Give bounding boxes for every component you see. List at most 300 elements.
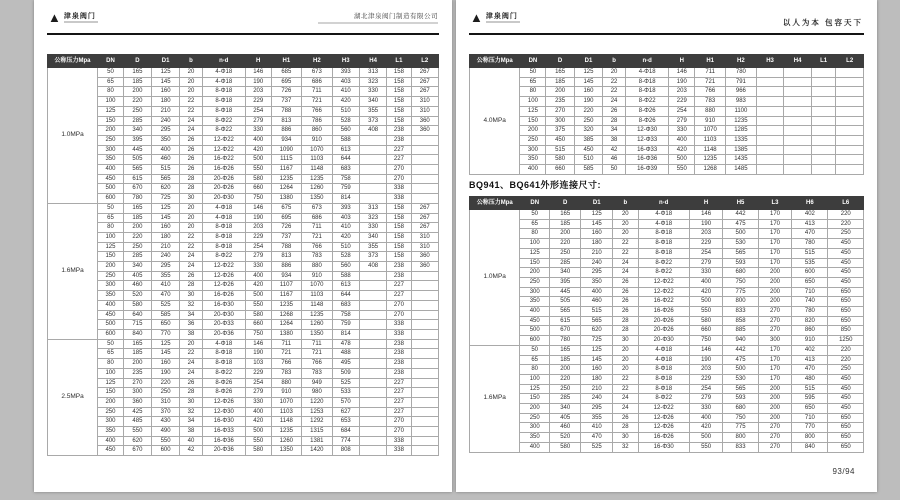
table-cell: 530 [723, 239, 758, 249]
table-cell: 833 [723, 442, 758, 452]
table-cell: 1148 [302, 300, 332, 310]
table-cell [359, 368, 386, 378]
table-cell: 8-Φ18 [202, 242, 245, 252]
table-cell: 475 [723, 355, 758, 365]
table-row [48, 184, 439, 194]
table-cell [359, 281, 386, 291]
table-row [48, 213, 439, 223]
table-cell: 295 [152, 126, 180, 136]
table-cell: 613 [332, 145, 359, 155]
table-row [48, 329, 439, 339]
column-header: D1 [574, 55, 602, 68]
table-cell: 238 [387, 368, 411, 378]
table-cell: 450 [98, 174, 124, 184]
table-cell: 500 [669, 155, 695, 165]
table-cell: 715 [123, 320, 151, 330]
table-cell [784, 77, 812, 87]
table-cell: 650 [828, 307, 864, 317]
table-row [48, 77, 439, 87]
table-row [48, 97, 439, 107]
table-cell: 50 [98, 68, 124, 78]
pressure-cell: 1.6MPa [470, 345, 520, 452]
table-cell: 910 [302, 271, 332, 281]
table-cell: 12-Φ22 [202, 262, 245, 272]
table-cell: 525 [152, 300, 180, 310]
table-cell [784, 126, 812, 136]
table-cell: 615 [549, 316, 581, 326]
table-cell: 675 [271, 203, 301, 213]
table-row [48, 359, 439, 369]
table-cell: 550 [689, 442, 722, 452]
column-header: 公称压力Mpa [48, 55, 98, 68]
table-cell: 442 [723, 210, 758, 220]
table-cell: 250 [98, 271, 124, 281]
table-cell: 165 [123, 339, 151, 349]
table-cell: 400 [245, 135, 271, 145]
table-cell: 270 [123, 378, 151, 388]
table-cell: 413 [792, 219, 828, 229]
table-cell: 600 [520, 336, 550, 346]
table-cell: 1167 [271, 165, 301, 175]
table-cell [811, 68, 835, 78]
table-cell: 28 [180, 184, 203, 194]
table-cell [359, 155, 386, 165]
table-cell: 813 [271, 116, 301, 126]
table-cell: 800 [792, 433, 828, 443]
table-cell: 758 [332, 310, 359, 320]
table-cell: 270 [387, 417, 411, 427]
table-cell [811, 126, 835, 136]
table-cell: 16-Φ33 [625, 145, 668, 155]
table-cell: 515 [792, 248, 828, 258]
table-cell [359, 427, 386, 437]
table-cell: 711 [302, 339, 332, 349]
slogan-text: 以人为本 包容天下 [782, 18, 863, 27]
table-cell: 966 [726, 87, 757, 97]
table-cell: 170 [758, 248, 791, 258]
table-cell: 16-Φ30 [638, 442, 689, 452]
table-cell: 20 [180, 339, 203, 349]
table-cell: 125 [520, 248, 550, 258]
table-row [470, 297, 864, 307]
table-cell: 450 [546, 135, 574, 145]
table-cell: 285 [123, 116, 151, 126]
table-cell: 32 [180, 407, 203, 417]
table-cell: 808 [332, 446, 359, 456]
table-row [48, 388, 439, 398]
table-cell: 430 [152, 417, 180, 427]
table-cell: 485 [123, 417, 151, 427]
table-cell: 16-Φ36 [202, 436, 245, 446]
table-cell: 26 [180, 155, 203, 165]
table-cell: 1235 [271, 174, 301, 184]
table-cell: 8-Φ18 [638, 229, 689, 239]
table-cell: 620 [123, 436, 151, 446]
table-cell: 46 [603, 155, 626, 165]
table-cell: 1103 [271, 407, 301, 417]
table-cell: 711 [695, 68, 726, 78]
table-cell: 373 [359, 116, 386, 126]
table-row [470, 229, 864, 239]
column-header: b [180, 55, 203, 68]
table-cell: 267 [411, 223, 438, 233]
table-row [470, 97, 864, 107]
table-cell [756, 165, 784, 175]
table-cell: 750 [723, 413, 758, 423]
column-header: D [123, 55, 151, 68]
table-cell: 240 [581, 394, 613, 404]
table-cell [359, 339, 386, 349]
table-cell: 200 [98, 397, 124, 407]
table-cell: 560 [332, 126, 359, 136]
table-cell: 4-Φ18 [202, 339, 245, 349]
table-cell: 1268 [695, 165, 726, 175]
table-cell: 40 [180, 436, 203, 446]
logo-triangle-icon: ▲ [470, 10, 483, 25]
table-cell: 8-Φ18 [638, 365, 689, 375]
table-cell: 4-Φ18 [638, 345, 689, 355]
column-header: b [603, 55, 626, 68]
table-cell: 683 [332, 300, 359, 310]
table-cell [411, 145, 438, 155]
page-left [34, 0, 452, 492]
table-cell [756, 97, 784, 107]
logo-text: 津泉阀门 [485, 13, 518, 20]
table-cell: 227 [387, 145, 411, 155]
column-header: L1 [387, 55, 411, 68]
table-cell: 125 [152, 68, 180, 78]
table-cell: 240 [152, 116, 180, 126]
table-cell: 8-Φ22 [202, 116, 245, 126]
spec-table [47, 54, 439, 456]
table-cell: 300 [758, 336, 791, 346]
table-cell: 254 [245, 378, 271, 388]
table-cell: 270 [546, 106, 574, 116]
table-row [48, 320, 439, 330]
table-cell: 683 [332, 165, 359, 175]
table-cell: 1268 [271, 310, 301, 320]
column-header: DN [98, 55, 124, 68]
table-cell: 145 [581, 219, 613, 229]
table-cell: 203 [245, 223, 271, 233]
table-cell: 24 [180, 368, 203, 378]
table-cell: 983 [726, 97, 757, 107]
table-cell: 22 [603, 77, 626, 87]
table-cell: 1090 [271, 145, 301, 155]
column-header: D [546, 55, 574, 68]
table-cell: 450 [828, 374, 864, 384]
table-cell [411, 427, 438, 437]
table-cell: 565 [152, 174, 180, 184]
table-cell: 8-Φ18 [202, 359, 245, 369]
table-cell: 50 [520, 68, 546, 78]
logo-subtext-line [64, 21, 98, 23]
table-cell: 400 [98, 165, 124, 175]
table-cell: 145 [152, 77, 180, 87]
table-cell: 4-Φ18 [638, 219, 689, 229]
table-cell: 520 [549, 433, 581, 443]
table-cell: 425 [123, 407, 151, 417]
table-row [48, 203, 439, 213]
table-cell: 158 [387, 77, 411, 87]
table-cell: 445 [549, 287, 581, 297]
table-cell: 860 [792, 326, 828, 336]
table-cell [411, 339, 438, 349]
table-cell: 80 [98, 223, 124, 233]
table-cell: 145 [152, 349, 180, 359]
table-cell: 20-Φ26 [638, 326, 689, 336]
table-cell: 170 [758, 219, 791, 229]
table-cell: 1148 [302, 165, 332, 175]
table-cell: 660 [245, 184, 271, 194]
table-cell [756, 106, 784, 116]
table-cell: 640 [123, 310, 151, 320]
table-cell: 600 [152, 446, 180, 456]
table-cell: 300 [520, 287, 550, 297]
table-cell: 813 [271, 252, 301, 262]
table-cell: 1235 [726, 116, 757, 126]
table-cell: 26 [613, 297, 639, 307]
table-cell: 650 [152, 320, 180, 330]
table-cell: 227 [387, 291, 411, 301]
table-cell [836, 145, 864, 155]
table-cell: 4-Φ18 [638, 210, 689, 220]
table-cell [784, 68, 812, 78]
table-cell: 16-Φ39 [625, 165, 668, 175]
table-cell [811, 135, 835, 145]
table-cell: 4-Φ18 [202, 203, 245, 213]
table-cell: 200 [549, 365, 581, 375]
table-cell: 250 [549, 248, 581, 258]
table-cell: 295 [152, 262, 180, 272]
table-cell: 1260 [271, 436, 301, 446]
table-cell: 270 [758, 307, 791, 317]
table-cell: 750 [723, 277, 758, 287]
table-cell: 726 [271, 223, 301, 233]
table-cell: 1235 [302, 310, 332, 320]
table-row [48, 378, 439, 388]
table-cell: 350 [520, 155, 546, 165]
table-cell: 146 [245, 203, 271, 213]
table-cell: 100 [520, 239, 550, 249]
table-cell: 360 [411, 252, 438, 262]
table-cell [836, 106, 864, 116]
table-cell: 338 [387, 446, 411, 456]
column-header: D1 [152, 55, 180, 68]
table-cell: 338 [387, 329, 411, 339]
table-cell: 28 [613, 423, 639, 433]
table-cell: 145 [574, 77, 602, 87]
table-cell: 26 [613, 413, 639, 423]
table-cell: 420 [245, 417, 271, 427]
table-cell: 100 [520, 374, 550, 384]
table-cell: 22 [613, 248, 639, 258]
table-cell: 500 [520, 326, 550, 336]
table-cell: 170 [758, 210, 791, 220]
table-cell: 185 [123, 77, 151, 87]
table-cell: 28 [613, 326, 639, 336]
table-cell: 295 [581, 404, 613, 414]
table-cell: 475 [723, 219, 758, 229]
table-cell: 240 [581, 258, 613, 268]
table-cell: 721 [302, 97, 332, 107]
table-cell: 680 [723, 404, 758, 414]
table-cell: 323 [359, 213, 386, 223]
header-right [783, 13, 863, 33]
table-cell: 16-Φ26 [202, 291, 245, 301]
table-cell: 20-Φ36 [202, 446, 245, 456]
table-cell: 525 [332, 378, 359, 388]
table-cell: 80 [520, 229, 550, 239]
table-cell: 20 [180, 203, 203, 213]
table-cell: 238 [387, 349, 411, 359]
table-cell: 235 [123, 368, 151, 378]
table-cell: 200 [123, 223, 151, 233]
table-cell: 125 [520, 106, 546, 116]
table-row [470, 316, 864, 326]
table-cell [756, 155, 784, 165]
table-cell: 150 [520, 394, 550, 404]
table-cell: 20 [613, 219, 639, 229]
logo-subtext-line [486, 21, 520, 23]
table-cell: 300 [520, 145, 546, 155]
table-cell: 270 [758, 423, 791, 433]
table-cell: 250 [123, 106, 151, 116]
table-cell: 450 [828, 277, 864, 287]
table-cell: 220 [549, 374, 581, 384]
table-cell: 220 [828, 355, 864, 365]
table-cell: 1380 [271, 329, 301, 339]
spec-table-left-container [47, 54, 439, 456]
table-cell: 185 [546, 77, 574, 87]
table-cell: 160 [152, 87, 180, 97]
table-cell: 1381 [302, 436, 332, 446]
table-cell: 400 [520, 165, 546, 175]
table-cell [811, 97, 835, 107]
table-cell: 1235 [271, 300, 301, 310]
table-cell [784, 116, 812, 126]
table-cell: 235 [546, 97, 574, 107]
table-cell: 12-Φ26 [638, 423, 689, 433]
table-cell: 229 [689, 239, 722, 249]
column-header: H [245, 55, 271, 68]
table-cell [359, 320, 386, 330]
table-cell: 200 [758, 268, 791, 278]
column-header: H2 [726, 55, 757, 68]
table-cell: 515 [581, 307, 613, 317]
table-cell: 310 [411, 106, 438, 116]
table-cell: 858 [723, 316, 758, 326]
table-cell [411, 436, 438, 446]
table-cell: 313 [359, 203, 386, 213]
table-cell: 500 [245, 291, 271, 301]
table-cell [756, 116, 784, 126]
table-cell: 185 [549, 355, 581, 365]
table-cell: 408 [359, 126, 386, 136]
table-cell: 34 [603, 126, 626, 136]
table-cell [359, 417, 386, 427]
table-cell: 420 [689, 287, 722, 297]
table-cell: 766 [271, 359, 301, 369]
table-cell: 227 [387, 388, 411, 398]
table-cell: 295 [581, 268, 613, 278]
table-cell: 330 [669, 126, 695, 136]
table-cell: 320 [574, 126, 602, 136]
table-cell [784, 135, 812, 145]
table-cell: 721 [302, 232, 332, 242]
table-cell: 400 [98, 300, 124, 310]
table-row [470, 68, 864, 78]
table-cell: 685 [271, 68, 301, 78]
table-cell: 8-Φ22 [638, 268, 689, 278]
table-cell: 279 [689, 394, 722, 404]
table-cell [411, 310, 438, 320]
table-cell: 580 [245, 310, 271, 320]
table-cell: 24 [603, 97, 626, 107]
table-cell [359, 194, 386, 204]
table-cell: 360 [123, 397, 151, 407]
table-cell: 238 [387, 126, 411, 136]
table-cell: 150 [520, 116, 546, 126]
table-cell [359, 165, 386, 175]
table-cell: 190 [689, 219, 722, 229]
table-cell [811, 165, 835, 175]
table-row [470, 404, 864, 414]
column-header: L6 [828, 197, 864, 210]
table-cell: 30 [613, 336, 639, 346]
table-cell: 355 [152, 271, 180, 281]
table-cell: 227 [387, 407, 411, 417]
table-cell: 220 [828, 345, 864, 355]
table-cell: 750 [689, 336, 722, 346]
table-row [48, 436, 439, 446]
table-cell: 580 [123, 300, 151, 310]
table-cell: 595 [792, 394, 828, 404]
pressure-cell: 4.0MPa [470, 68, 520, 175]
table-cell: 550 [245, 165, 271, 175]
table-cell [411, 320, 438, 330]
table-row [470, 155, 864, 165]
table-cell: 627 [332, 407, 359, 417]
spec-table-bq941-container [469, 196, 864, 453]
table-cell [359, 271, 386, 281]
table-cell: 170 [758, 365, 791, 375]
table-cell: 8-Φ18 [638, 384, 689, 394]
table-cell: 200 [520, 126, 546, 136]
table-cell: 229 [245, 232, 271, 242]
table-cell: 254 [245, 106, 271, 116]
table-row [470, 374, 864, 384]
table-cell: 395 [123, 135, 151, 145]
table-cell: 814 [332, 329, 359, 339]
table-cell: 8-Φ18 [625, 77, 668, 87]
table-cell: 800 [723, 433, 758, 443]
table-cell: 615 [123, 174, 151, 184]
table-cell [756, 87, 784, 97]
table-cell: 150 [98, 252, 124, 262]
table-cell: 910 [302, 135, 332, 145]
table-cell [411, 329, 438, 339]
table-cell: 200 [758, 277, 791, 287]
table-cell: 160 [574, 87, 602, 97]
table-cell: 238 [387, 262, 411, 272]
table-cell: 300 [520, 423, 550, 433]
table-cell: 160 [152, 359, 180, 369]
table-cell: 300 [98, 417, 124, 427]
table-cell: 613 [332, 281, 359, 291]
table-cell: 229 [245, 368, 271, 378]
table-cell: 20 [613, 210, 639, 220]
